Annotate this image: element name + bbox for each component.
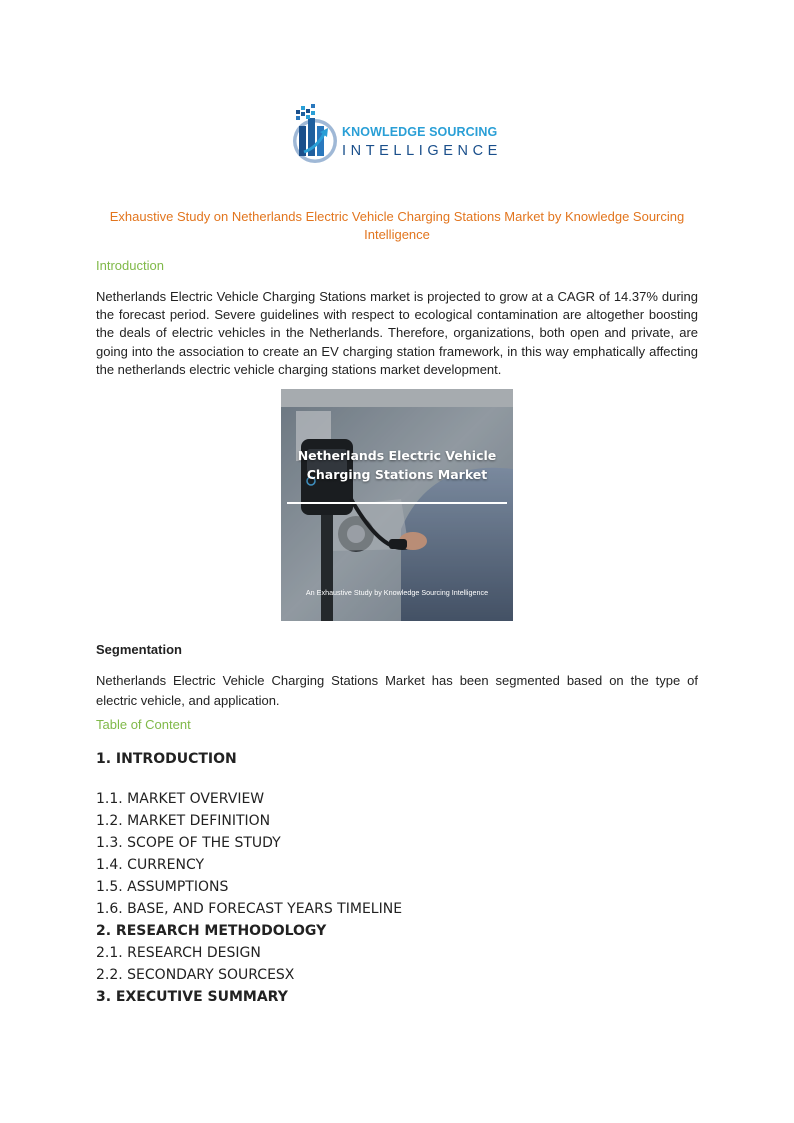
company-logo bbox=[290, 104, 506, 166]
report-cover-image bbox=[281, 389, 513, 621]
toc-item: 1.4. CURRENCY bbox=[96, 857, 205, 873]
toc-item: 1.3. SCOPE OF THE STUDY bbox=[96, 835, 281, 851]
logo-emblem-icon bbox=[290, 104, 340, 166]
toc-item: 3. EXECUTIVE SUMMARY bbox=[96, 989, 288, 1005]
introduction-heading: Introduction bbox=[96, 258, 164, 273]
table-of-contents bbox=[96, 748, 402, 1008]
logo-text-primary: KNOWLEDGE SOURCING bbox=[342, 125, 498, 139]
segmentation-paragraph: Netherlands Electric Vehicle Charging Stations Market has been segmented based on the type of electric vehicle, and application. bbox=[96, 673, 698, 708]
toc-item: 1. INTRODUCTION bbox=[96, 751, 237, 767]
toc-item: 1.2. MARKET DEFINITION bbox=[96, 813, 271, 829]
toc-item: 1.6. BASE, AND FORECAST YEARS TIMELINE bbox=[96, 901, 403, 917]
toc-item: 2. RESEARCH METHODOLOGY bbox=[96, 923, 327, 939]
cover-title: Netherlands Electric Vehicle Charging Stations Market bbox=[297, 448, 497, 482]
toc-item: 2.2. SECONDARY SOURCESX bbox=[96, 967, 295, 983]
cover-subtitle: An Exhaustive Study by Knowledge Sourcing Intelligence bbox=[305, 588, 489, 597]
segmentation-heading: Segmentation bbox=[96, 642, 182, 657]
toc-item: 1.5. ASSUMPTIONS bbox=[96, 879, 229, 895]
document-title: Exhaustive Study on Netherlands Electric Vehicle Charging Stations Market by Knowledge Sourcing Intelligence bbox=[109, 209, 685, 242]
ev-charger-photo bbox=[281, 389, 513, 621]
logo-text-secondary: INTELLIGENCE bbox=[342, 143, 502, 159]
toc-item: 2.1. RESEARCH DESIGN bbox=[96, 945, 261, 961]
introduction-paragraph: Netherlands Electric Vehicle Charging Stations market is projected to grow at a CAGR of 14.37% during the forecast period. Severe guidelines with respect to ecological contamination are altogether boosting the deals of electric vehicles in the Netherlands. Therefore, organizations, both open and private, are going into the association to create an EV charging station framework, in this way emphatically affecting the netherlands electric vehicle charging stations market development. bbox=[96, 289, 698, 377]
toc-heading: Table of Content bbox=[96, 717, 191, 732]
toc-item: 1.1. MARKET OVERVIEW bbox=[96, 791, 265, 807]
